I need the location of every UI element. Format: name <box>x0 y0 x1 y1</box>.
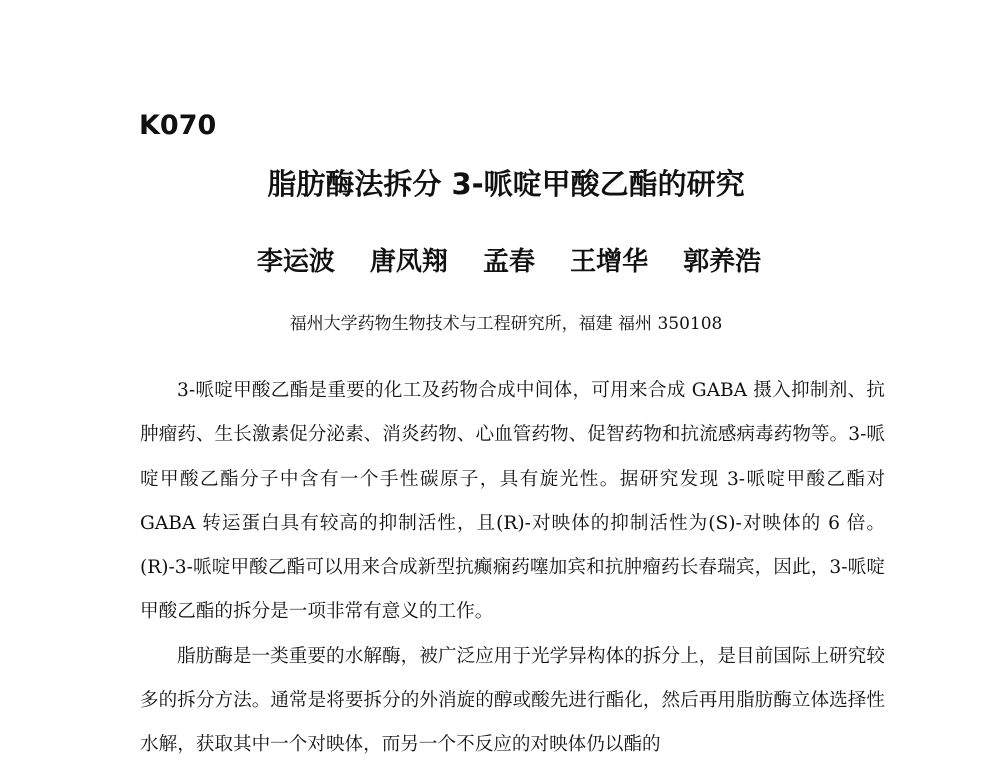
author-name: 李运波 <box>256 247 335 277</box>
paragraph: 脂肪酶是一类重要的水解酶，被广泛应用于光学异构体的拆分上，是目前国际上研究较多的拆分方法。通常是将要拆分的外消旋的醇或酸先进行酯化，然后再用脂肪酶立体选择性水解，获取其中一个对映体，而另一个不反应的对映体仍以酯的 <box>140 645 885 756</box>
paper-code: K070 <box>139 110 217 141</box>
paragraph: 3-哌啶甲酸乙酯是重要的化工及药物合成中间体，可用来合成 GABA 摄入抑制剂、抗肿瘤药、生长激素促分泌素、消炎药物、心血管药物、促智药物和抗流感病毒药物等。3-哌啶甲酸乙酯分子中含有一个手性碳原子，具有旋光性。据研究发现 3-哌啶甲酸乙酯对 GABA 转运蛋白具有较高的抑制活性，且(R)-对映体的抑制活性为(S)-对映体的 6 倍。(R)-3-哌啶甲酸乙酯可以用来合成新型抗癫痫药噻加宾和抗肿瘤药长春瑞宾，因此，3-哌啶甲酸乙酯的拆分是一项非常有意义的工作。 <box>140 380 885 623</box>
author-name: 孟春 <box>482 247 535 277</box>
paper-title: 脂肪酶法拆分 3-哌啶甲酸乙酯的研究 <box>267 167 745 201</box>
affiliation: 福州大学药物生物技术与工程研究所，福建 福州 350108 <box>289 314 723 334</box>
author-list <box>0 240 1000 284</box>
author-name: 郭养浩 <box>683 247 762 277</box>
body-text <box>140 369 885 768</box>
author-name: 唐凤翔 <box>369 247 448 277</box>
author-name: 王增华 <box>570 247 649 277</box>
